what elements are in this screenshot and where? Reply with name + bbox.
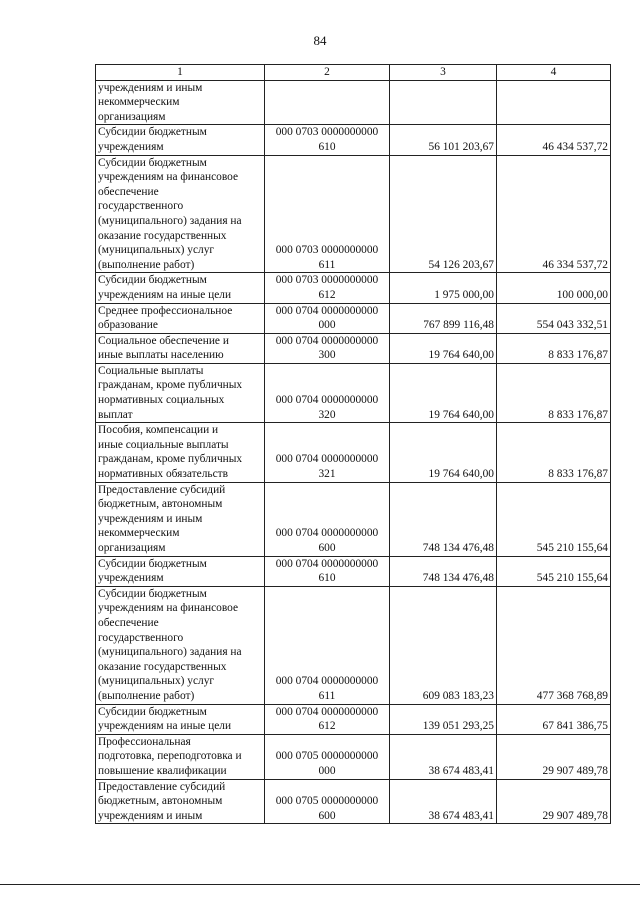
row-name: Социальные выплаты гражданам, кроме публичных нормативных социальных выплат bbox=[96, 363, 265, 422]
table-row bbox=[96, 423, 611, 482]
table-row bbox=[96, 779, 611, 824]
row-code: 000 0703 0000000000 610 bbox=[265, 125, 390, 155]
row-code: 000 0704 0000000000 300 bbox=[265, 333, 390, 363]
row-name: Профессиональная подготовка, переподготовка и повышение квалификации bbox=[96, 734, 265, 779]
row-value-1: 19 764 640,00 bbox=[390, 333, 497, 363]
row-value-2: 8 833 176,87 bbox=[497, 363, 611, 422]
row-value-2: 67 841 386,75 bbox=[497, 704, 611, 734]
table-row bbox=[96, 303, 611, 333]
table-row bbox=[96, 704, 611, 734]
row-code: 000 0704 0000000000 611 bbox=[265, 586, 390, 704]
row-code bbox=[265, 80, 390, 125]
row-value-1: 38 674 483,41 bbox=[390, 779, 497, 824]
table-row bbox=[96, 363, 611, 422]
row-name: Предоставление субсидий бюджетным, автономным учреждениям и иным bbox=[96, 779, 265, 824]
row-code: 000 0705 0000000000 600 bbox=[265, 779, 390, 824]
row-value-1: 748 134 476,48 bbox=[390, 556, 497, 586]
row-value-2: 545 210 155,64 bbox=[497, 556, 611, 586]
row-value-2: 554 043 332,51 bbox=[497, 303, 611, 333]
table-row bbox=[96, 273, 611, 303]
row-value-1: 56 101 203,67 bbox=[390, 125, 497, 155]
table-row bbox=[96, 80, 611, 125]
row-value-1: 767 899 116,48 bbox=[390, 303, 497, 333]
row-value-1: 748 134 476,48 bbox=[390, 482, 497, 556]
row-code: 000 0703 0000000000 611 bbox=[265, 155, 390, 273]
table-row bbox=[96, 155, 611, 273]
column-header-1: 1 bbox=[96, 65, 265, 81]
header-row bbox=[96, 65, 611, 81]
row-code: 000 0704 0000000000 000 bbox=[265, 303, 390, 333]
row-value-2: 8 833 176,87 bbox=[497, 333, 611, 363]
row-value-2: 100 000,00 bbox=[497, 273, 611, 303]
row-name: Субсидии бюджетным учреждениям на иные цели bbox=[96, 273, 265, 303]
row-name: Субсидии бюджетным учреждениям bbox=[96, 125, 265, 155]
table-row bbox=[96, 734, 611, 779]
row-name: Субсидии бюджетным учреждениям на финансовое обеспечение государственного (муниципального) задания на оказание государственных (муниципальных) услуг (выполнение работ) bbox=[96, 586, 265, 704]
row-name: учреждениям и иным некоммерческим организациям bbox=[96, 80, 265, 125]
page-bottom-rule bbox=[0, 884, 640, 885]
row-code: 000 0704 0000000000 610 bbox=[265, 556, 390, 586]
row-name: Пособия, компенсации и иные социальные выплаты гражданам, кроме публичных нормативных обязательств bbox=[96, 423, 265, 482]
row-name: Субсидии бюджетным учреждениям на иные цели bbox=[96, 704, 265, 734]
row-value-1: 38 674 483,41 bbox=[390, 734, 497, 779]
page-number: 84 bbox=[313, 33, 327, 48]
row-value-2: 46 334 537,72 bbox=[497, 155, 611, 273]
row-name: Среднее профессиональное образование bbox=[96, 303, 265, 333]
row-value-1: 139 051 293,25 bbox=[390, 704, 497, 734]
row-value-2 bbox=[497, 80, 611, 125]
row-code: 000 0704 0000000000 612 bbox=[265, 704, 390, 734]
row-code: 000 0704 0000000000 600 bbox=[265, 482, 390, 556]
budget-table bbox=[95, 64, 611, 824]
table-row bbox=[96, 482, 611, 556]
table-row bbox=[96, 586, 611, 704]
row-value-2: 29 907 489,78 bbox=[497, 779, 611, 824]
row-value-2: 477 368 768,89 bbox=[497, 586, 611, 704]
row-value-1 bbox=[390, 80, 497, 125]
row-code: 000 0704 0000000000 320 bbox=[265, 363, 390, 422]
row-value-2: 46 434 537,72 bbox=[497, 125, 611, 155]
row-value-1: 19 764 640,00 bbox=[390, 363, 497, 422]
table-row bbox=[96, 333, 611, 363]
column-header-2: 2 bbox=[265, 65, 390, 81]
row-value-1: 19 764 640,00 bbox=[390, 423, 497, 482]
row-name: Предоставление субсидий бюджетным, автономным учреждениям и иным некоммерческим организациям bbox=[96, 482, 265, 556]
row-value-1: 609 083 183,23 bbox=[390, 586, 497, 704]
row-value-2: 8 833 176,87 bbox=[497, 423, 611, 482]
table-row bbox=[96, 125, 611, 155]
column-header-3: 3 bbox=[390, 65, 497, 81]
row-code: 000 0704 0000000000 321 bbox=[265, 423, 390, 482]
column-header-4: 4 bbox=[497, 65, 611, 81]
row-name: Субсидии бюджетным учреждениям bbox=[96, 556, 265, 586]
row-value-2: 545 210 155,64 bbox=[497, 482, 611, 556]
row-code: 000 0705 0000000000 000 bbox=[265, 734, 390, 779]
row-name: Социальное обеспечение и иные выплаты населению bbox=[96, 333, 265, 363]
row-value-2: 29 907 489,78 bbox=[497, 734, 611, 779]
row-name: Субсидии бюджетным учреждениям на финансовое обеспечение государственного (муниципального) задания на оказание государственных (муниципальных) услуг (выполнение работ) bbox=[96, 155, 265, 273]
row-value-1: 54 126 203,67 bbox=[390, 155, 497, 273]
row-value-1: 1 975 000,00 bbox=[390, 273, 497, 303]
table-row bbox=[96, 556, 611, 586]
row-code: 000 0703 0000000000 612 bbox=[265, 273, 390, 303]
